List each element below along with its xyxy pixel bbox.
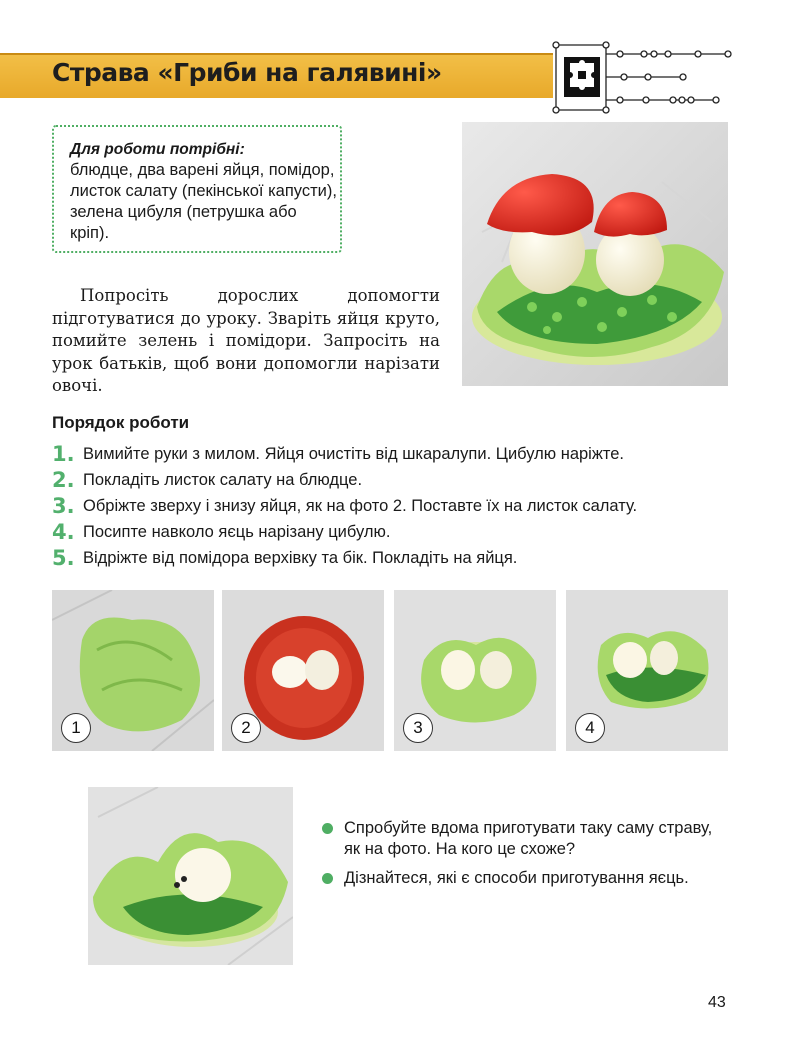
step-text: Покладіть листок салату на блюдце. <box>83 470 363 489</box>
step-number: 2. <box>52 468 75 492</box>
step-text: Обріжте зверху і знизу яйця, як на фото 2. Поставте їх на листок салату. <box>83 496 638 515</box>
main-dish-photo <box>462 122 728 386</box>
step-item <box>52 519 637 545</box>
step-item <box>52 441 637 467</box>
step-item <box>52 493 637 519</box>
task-item <box>320 818 720 860</box>
photo-number-badge: 2 <box>231 713 261 743</box>
materials-heading: Для роботи потрібні: <box>70 141 245 158</box>
step-photo-4 <box>566 590 728 751</box>
step-item <box>52 545 637 571</box>
step-text: Відріжте від помідора верхівку та бік. Покладіть на яйця. <box>83 548 518 567</box>
procedure-heading: Порядок роботи <box>52 413 190 432</box>
step-number: 5. <box>52 546 75 570</box>
tasks-list <box>320 818 720 897</box>
step-number: 1. <box>52 442 75 466</box>
step-number: 4. <box>52 520 75 544</box>
step-text: Посипте навколо яєць нарізану цибулю. <box>83 522 391 541</box>
task-item <box>320 868 720 889</box>
materials-list: блюдце, два варені яйця, помідор, листок салату (пекінської капусти), зелена цибуля (петрушка або кріп). <box>70 161 337 242</box>
step-item <box>52 467 637 493</box>
bullet-icon <box>322 873 333 884</box>
bullet-icon <box>322 823 333 834</box>
steps-list <box>52 441 637 571</box>
page-number: 43 <box>708 994 726 1011</box>
page-title: Страва «Гриби на галявині» <box>52 58 442 87</box>
step-photo-3 <box>394 590 556 751</box>
photo-number-badge: 4 <box>575 713 605 743</box>
task-text: Спробуйте вдома приготувати таку саму страву, як на фото. На кого це схоже? <box>344 819 713 858</box>
photo-number-badge: 1 <box>61 713 91 743</box>
step-photo-2 <box>222 590 384 751</box>
puzzle-icon <box>548 40 738 115</box>
step-number: 3. <box>52 494 75 518</box>
materials-box <box>52 125 342 253</box>
step-photo-1 <box>52 590 214 751</box>
final-dish-photo <box>88 787 293 965</box>
photo-number-badge: 3 <box>403 713 433 743</box>
task-text: Дізнайтеся, які є способи приготування яєць. <box>344 869 689 887</box>
intro-paragraph: Попросіть дорослих допомогти підготуватися до уроку. Зваріть яйця круто, помийте зелень і помідори. Запросіть на урок батьків, щоб вони допомогли нарізати овочі. <box>52 286 440 395</box>
step-text: Вимийте руки з милом. Яйця очистіть від шкаралупи. Цибулю наріжте. <box>83 444 625 463</box>
